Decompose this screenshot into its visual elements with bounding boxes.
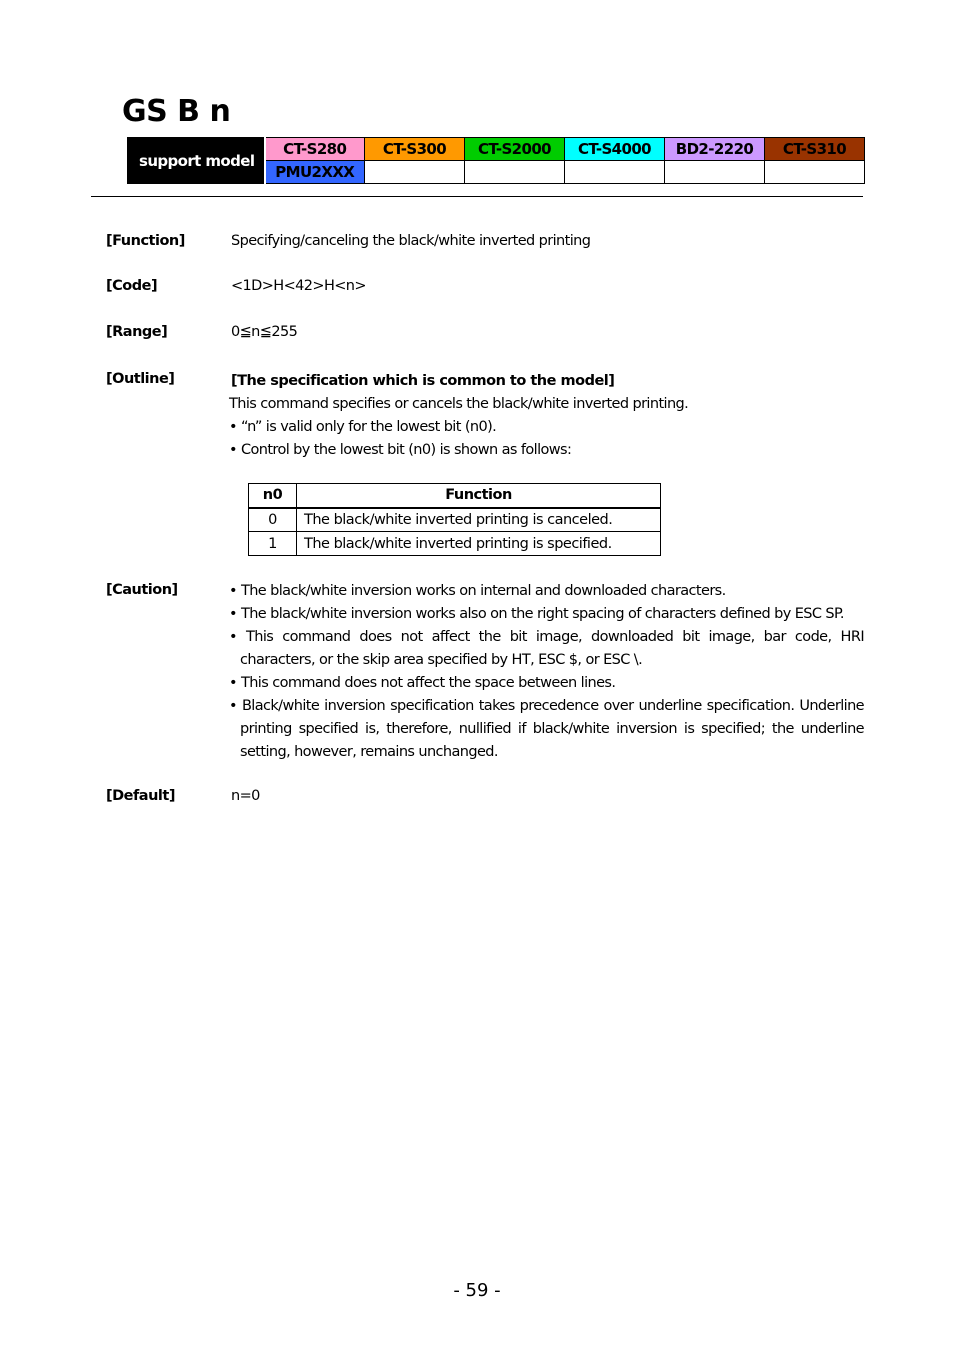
- function-label: [Function]: [106, 233, 185, 249]
- support-model-table: [127, 137, 865, 184]
- model-cell: CT-S300: [365, 138, 465, 161]
- model-cell: PMU2XXX: [265, 161, 365, 184]
- outline-line: • Control by the lowest bit (n0) is shown as follows:: [229, 442, 572, 458]
- outline-line: • “n” is valid only for the lowest bit (n0).: [229, 419, 497, 435]
- model-cell: [465, 161, 565, 184]
- function-table: [248, 483, 661, 556]
- range-label: [Range]: [106, 324, 168, 340]
- page-number: - 59 -: [453, 1280, 501, 1301]
- caution-item: • This command does not affect the space between lines.: [229, 675, 616, 691]
- table-cell: The black/white inverted printing is specified.: [297, 532, 661, 556]
- outline-heading: [The specification which is common to the model]: [231, 373, 615, 389]
- model-cell: CT-S280: [265, 138, 365, 161]
- table-header: Function: [297, 484, 661, 508]
- table-row: [249, 508, 661, 532]
- code-label: [Code]: [106, 278, 158, 294]
- range-value: 0≦n≦255: [231, 324, 298, 340]
- model-cell: CT-S4000: [565, 138, 665, 161]
- function-value: Specifying/canceling the black/white inverted printing: [231, 233, 591, 249]
- caution-item: • The black/white inversion works also on the right spacing of characters defined by ESC SP.: [229, 606, 844, 622]
- model-cell: [665, 161, 765, 184]
- model-cell: CT-S310: [765, 138, 865, 161]
- caution-item: • Black/white inversion specification takes precedence over underline specification. Underline printing specified is, therefore, nullified if black/white inversion is specified; the underline setting, however, remains unchanged.: [229, 698, 864, 760]
- caution-label: [Caution]: [106, 582, 178, 598]
- model-cell: BD2-2220: [665, 138, 765, 161]
- model-cell: [565, 161, 665, 184]
- table-cell: 1: [249, 532, 297, 556]
- table-cell: The black/white inverted printing is canceled.: [297, 508, 661, 532]
- support-model-label: support model: [128, 138, 265, 184]
- caution-item: • The black/white inversion works on internal and downloaded characters.: [229, 583, 726, 599]
- code-value: <1D>H<42>H<n>: [231, 278, 366, 294]
- table-header: n0: [249, 484, 297, 508]
- model-cell: CT-S2000: [465, 138, 565, 161]
- table-cell: 0: [249, 508, 297, 532]
- outline-section: [229, 370, 869, 462]
- caution-section: [229, 580, 864, 764]
- model-cell: [765, 161, 865, 184]
- header-divider: [91, 196, 863, 197]
- default-label: [Default]: [106, 788, 175, 804]
- table-row: [249, 532, 661, 556]
- outline-label: [Outline]: [106, 371, 175, 387]
- outline-line: This command specifies or cancels the black/white inverted printing.: [229, 396, 689, 412]
- default-value: n=0: [231, 788, 260, 804]
- caution-item: • This command does not affect the bit image, downloaded bit image, bar code, HRI characters, or the skip area specified by HT, ESC $, or ESC \.: [229, 629, 864, 668]
- page-title: GS B n: [122, 94, 231, 129]
- model-cell: [365, 161, 465, 184]
